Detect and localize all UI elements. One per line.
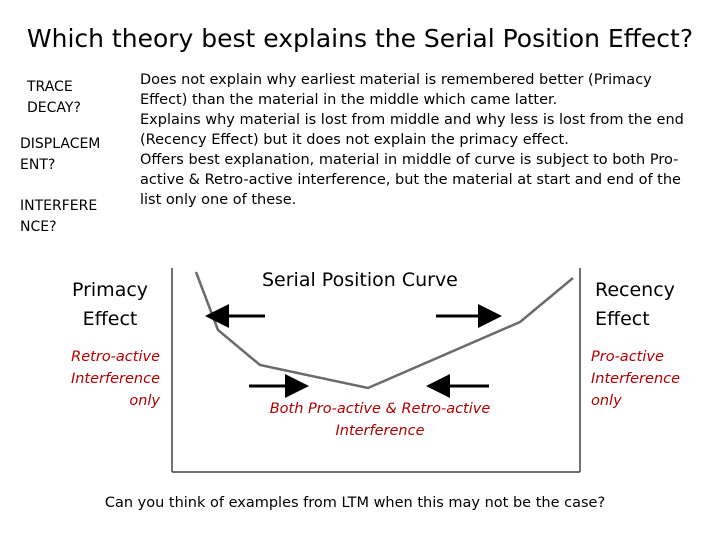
recency-effect-label: Recency Effect xyxy=(595,279,675,330)
retro-active-only-label: Retro-active Interference only xyxy=(70,349,160,409)
both-interference-label: Both Pro-active & Retro-active Interference xyxy=(269,401,491,439)
explanation-line: Offers best explanation, material in middle of curve is subject to both Pro- xyxy=(140,152,679,168)
explanation-line: (Recency Effect) but it does not explain the primacy effect. xyxy=(140,132,569,148)
curve-title: Serial Position Curve xyxy=(262,269,458,291)
theory-trace-decay: TRACE DECAY? xyxy=(27,79,81,116)
discussion-question: Can you think of examples from LTM when this may not be the case? xyxy=(104,495,606,511)
explanation-line: Effect) than the material in the middle which came latter. xyxy=(140,92,558,108)
explanation-line: list only one of these. xyxy=(140,192,297,208)
explanation-line: active & Retro-active interference, but the material at start and end of the xyxy=(140,172,681,188)
theory-displacement: DISPLACEM ENT? xyxy=(20,136,101,173)
slide-title: Which theory best explains the Serial Position Effect? xyxy=(26,24,694,53)
explanation-line: Explains why material is lost from middle and why less is lost from the end xyxy=(140,112,684,128)
primacy-effect-label: Primacy Effect xyxy=(71,279,149,330)
explanation-line: Does not explain why earliest material is remembered better (Primacy xyxy=(140,72,652,88)
theory-interference: INTERFERE NCE? xyxy=(20,198,98,235)
pro-active-only-label: Pro-active Interference only xyxy=(591,349,681,409)
